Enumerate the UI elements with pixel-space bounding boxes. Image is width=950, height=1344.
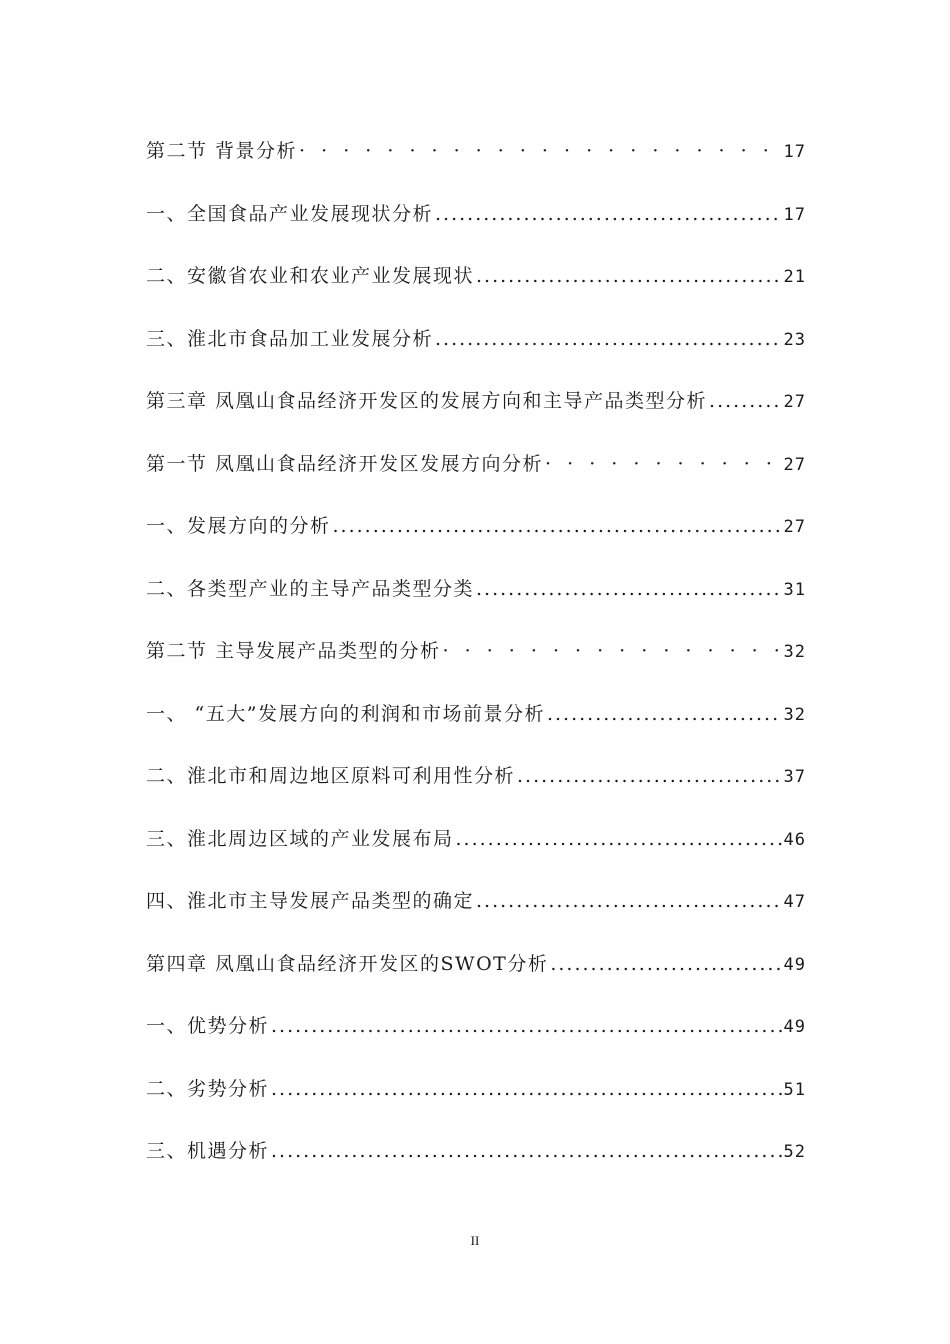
toc-entry[interactable] [146, 256, 806, 319]
toc-entry[interactable] [146, 944, 806, 1007]
toc-entry[interactable] [146, 1131, 806, 1194]
toc-entry-title: 第一节 凤凰山食品经济开发区发展方向分析 [146, 452, 544, 475]
toc-entry-title: 三、淮北周边区域的产业发展布局 [146, 827, 454, 850]
toc-entry-page: 32 [783, 704, 806, 725]
toc-entry-page: 27 [783, 454, 806, 475]
toc-leader [333, 506, 782, 546]
toc-entry[interactable] [146, 1006, 806, 1069]
toc-entry-page: 31 [783, 579, 806, 600]
toc-entry-title: 一、全国食品产业发展现状分析 [146, 202, 434, 225]
toc-leader [271, 1006, 782, 1046]
toc-leader [476, 256, 782, 296]
toc-entry-page: 49 [783, 1017, 806, 1037]
toc-entry-title: 一、发展方向的分析 [146, 515, 331, 537]
toc-leader [476, 881, 782, 921]
toc-leader [271, 1131, 782, 1171]
toc-entry[interactable] [146, 631, 806, 694]
toc-leader [709, 381, 781, 421]
toc-entry[interactable] [146, 381, 806, 444]
toc-entry-page: 27 [783, 517, 806, 537]
toc-entry-title: 二、各类型产业的主导产品类型分类 [146, 577, 475, 600]
toc-entry-title: 四、淮北市主导发展产品类型的确定 [146, 890, 475, 912]
toc-leader [456, 819, 782, 859]
toc-leader [443, 631, 782, 671]
toc-entry-title: 二、安徽省农业和农业产业发展现状 [146, 265, 475, 287]
toc-entry-page: 47 [783, 892, 806, 912]
toc-entry[interactable] [146, 881, 806, 944]
toc-leader [435, 194, 782, 234]
toc-leader [435, 319, 782, 359]
toc-entry-page: 32 [783, 642, 806, 662]
toc-entry[interactable] [146, 756, 806, 819]
page-number: II [470, 1233, 480, 1248]
toc-entry-title: 三、淮北市食品加工业发展分析 [146, 327, 434, 350]
toc-entry-page: 46 [783, 829, 806, 850]
toc-entry[interactable] [146, 131, 806, 194]
table-of-contents [146, 131, 806, 1194]
toc-entry-page: 17 [783, 204, 806, 225]
toc-entry-page: 37 [783, 767, 806, 787]
toc-entry-page: 52 [783, 1142, 806, 1162]
toc-entry-title: 三、机遇分析 [146, 1140, 270, 1162]
toc-entry-title: 一、 “五大”发展方向的利润和市场前景分析 [146, 702, 545, 725]
toc-entry-page: 21 [783, 267, 806, 287]
toc-leader [547, 694, 782, 734]
toc-entry[interactable] [146, 569, 806, 632]
toc-entry-title: 二、劣势分析 [146, 1077, 270, 1100]
toc-entry[interactable] [146, 444, 806, 507]
toc-entry-title: 第三章 凤凰山食品经济开发区的发展方向和主导产品类型分析 [146, 390, 708, 412]
toc-entry[interactable] [146, 1069, 806, 1132]
toc-entry-page: 23 [783, 329, 806, 350]
toc-entry[interactable] [146, 506, 806, 569]
toc-entry[interactable] [146, 694, 806, 757]
toc-entry-page: 27 [783, 392, 806, 412]
toc-leader [299, 131, 781, 171]
toc-leader [476, 569, 782, 609]
toc-entry-page: 17 [783, 142, 806, 162]
toc-entry[interactable] [146, 319, 806, 382]
toc-entry-page: 49 [783, 954, 806, 975]
toc-leader [271, 1069, 782, 1109]
toc-entry-title: 第四章 凤凰山食品经济开发区的SWOT分析 [146, 952, 549, 975]
toc-entry[interactable] [146, 819, 806, 882]
toc-entry-title: 第二节 主导发展产品类型的分析 [146, 640, 441, 662]
toc-leader [545, 444, 781, 484]
toc-entry-title: 一、优势分析 [146, 1015, 270, 1037]
toc-entry-title: 第二节 背景分析 [146, 140, 298, 162]
toc-entry-title: 二、淮北市和周边地区原料可利用性分析 [146, 765, 516, 787]
toc-leader [550, 944, 781, 984]
toc-entry-page: 51 [783, 1079, 806, 1100]
toc-entry[interactable] [146, 194, 806, 257]
toc-leader [517, 756, 782, 796]
